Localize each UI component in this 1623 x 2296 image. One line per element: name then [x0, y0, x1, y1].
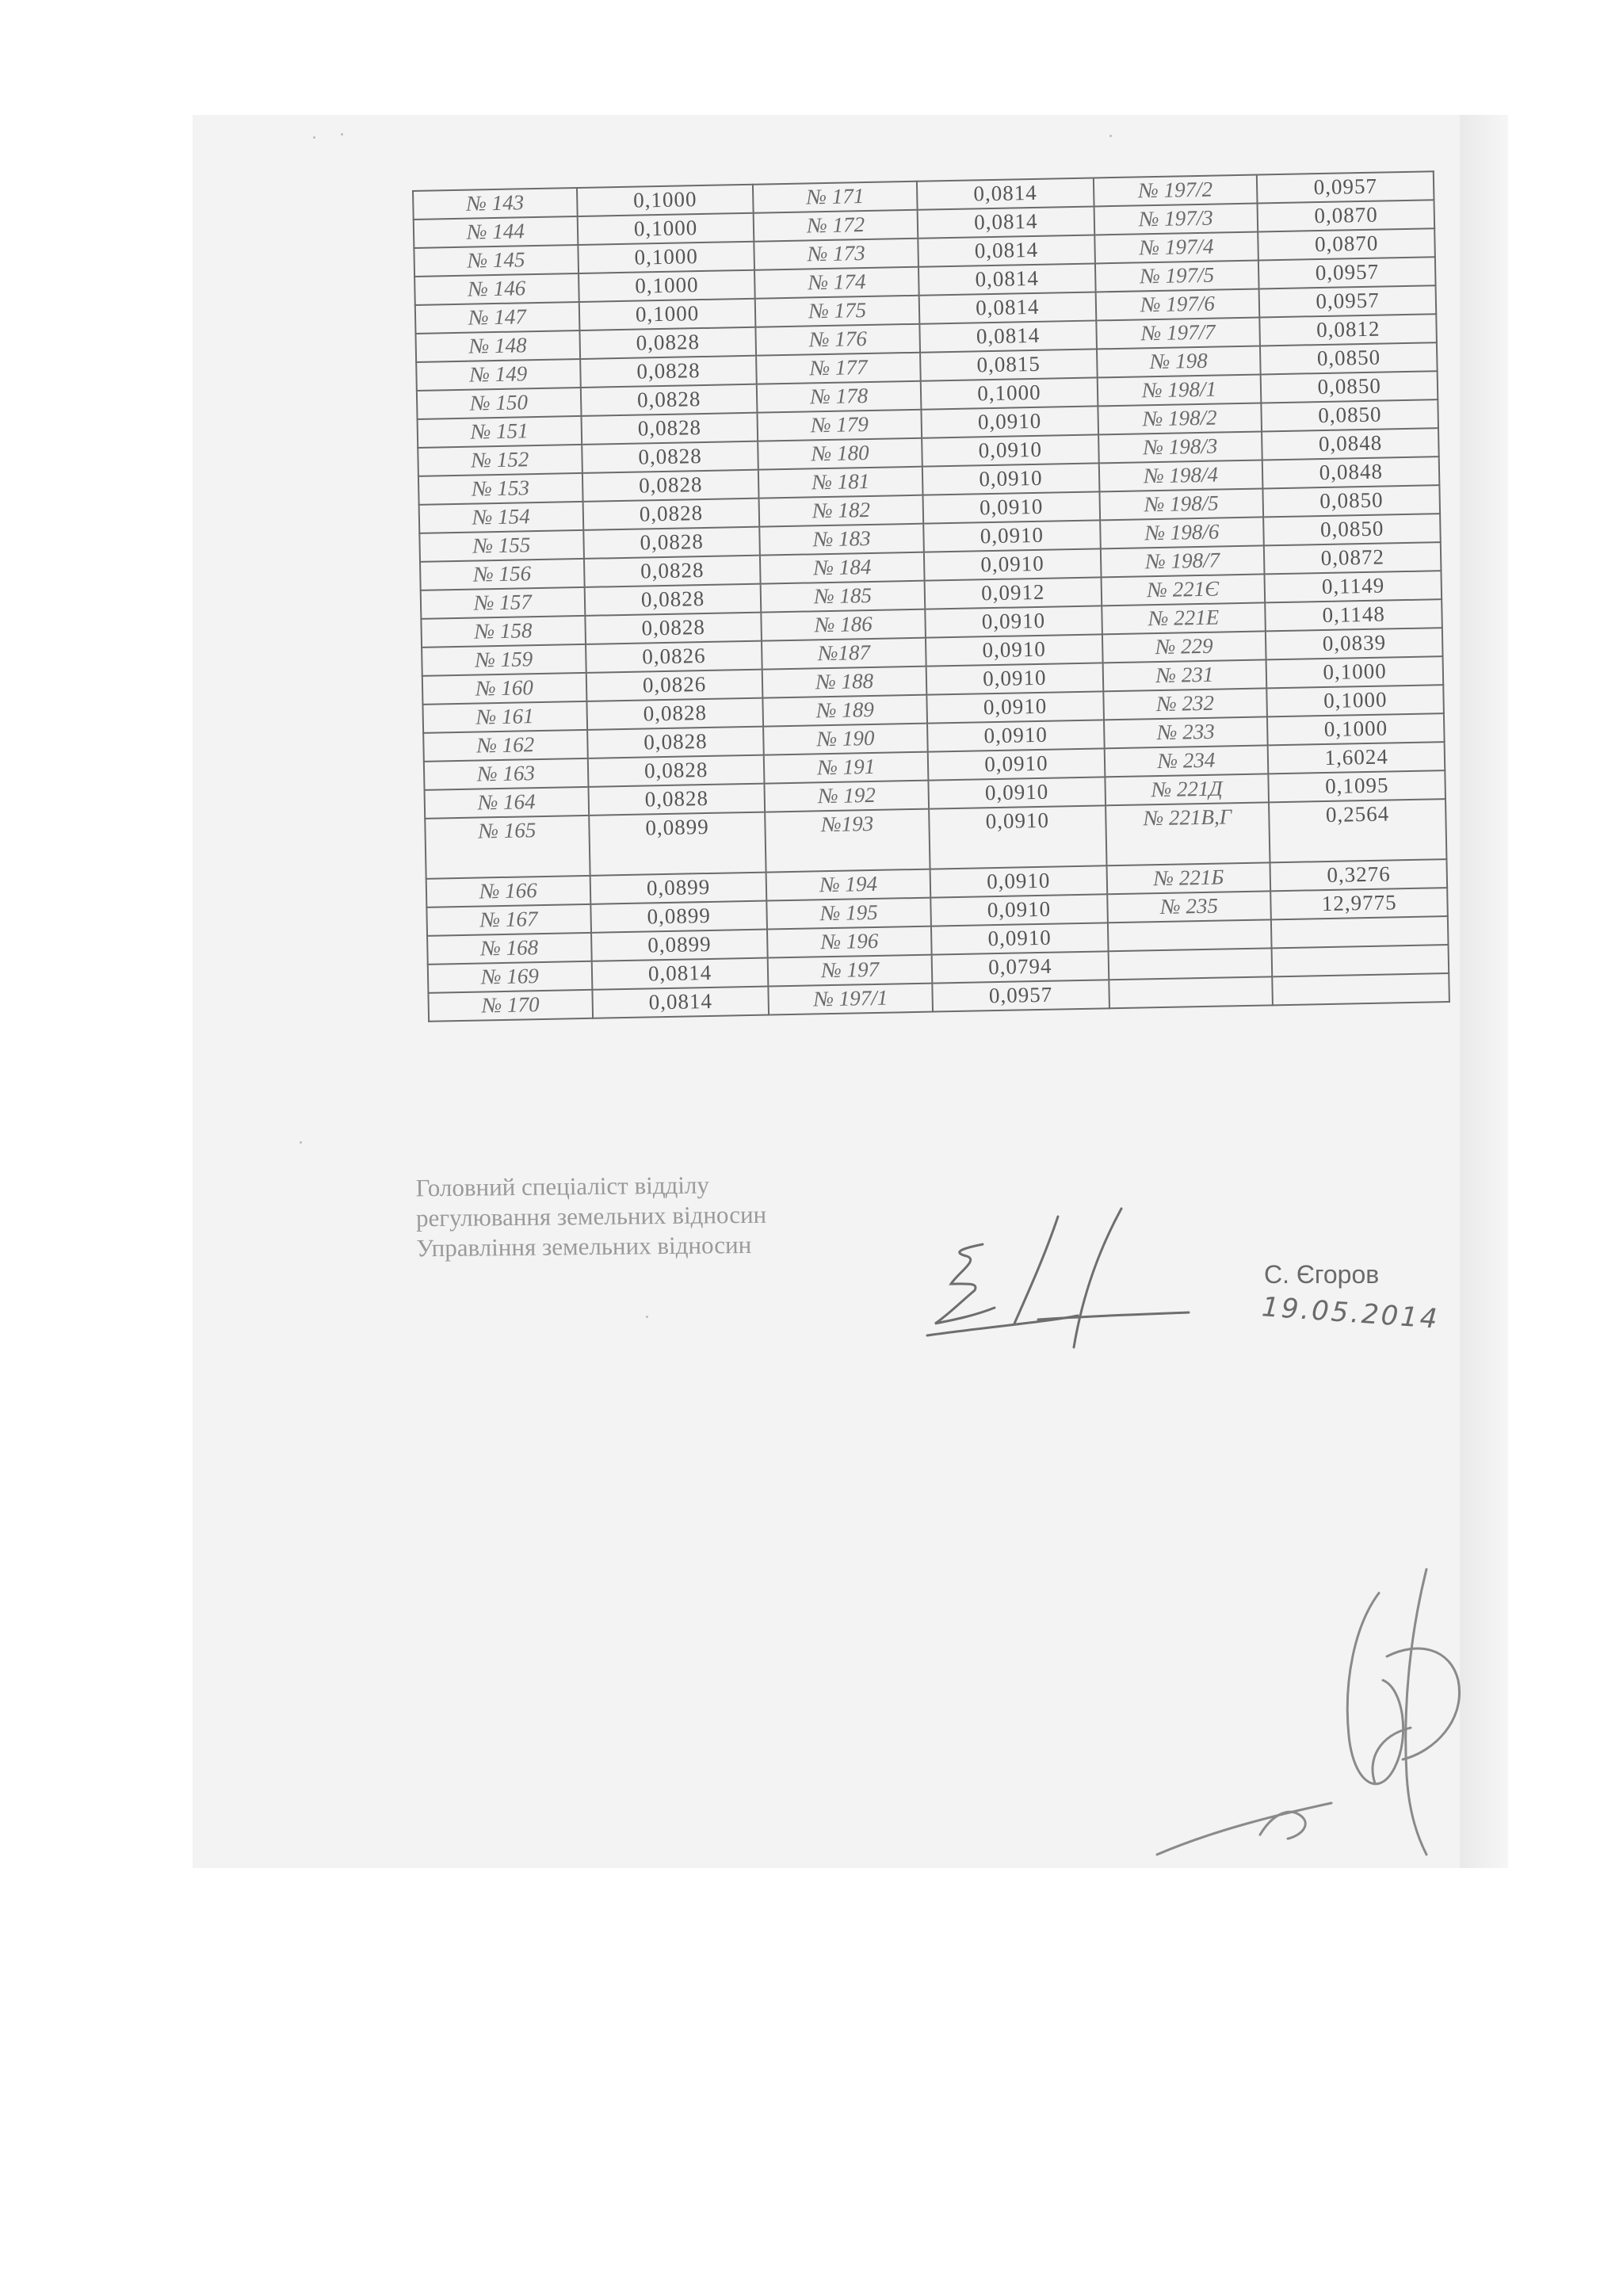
plot-area-cell: 0,0794: [932, 951, 1109, 983]
plot-area-cell: 0,0850: [1260, 342, 1437, 374]
plot-area-cell: 0,0957: [1259, 285, 1436, 317]
plot-area-cell: [1271, 916, 1448, 948]
plot-number-cell: № 221Б: [1106, 862, 1271, 894]
plot-number-cell: № 195: [767, 898, 932, 930]
scan-speck: [300, 1141, 302, 1144]
plot-area-cell: 0,0910: [923, 491, 1100, 523]
plot-area-cell: 0,1000: [1267, 713, 1444, 745]
plot-number-cell: № 171: [753, 181, 918, 213]
plot-area-cell: 0,0910: [923, 520, 1100, 552]
plot-number-cell: № 196: [767, 926, 932, 958]
plot-area-cell: 0,0828: [579, 327, 756, 359]
plot-area-cell: 0,0812: [1260, 314, 1437, 346]
plot-area-cell: 0,0957: [933, 980, 1109, 1011]
plot-number-cell: № 221Е: [1102, 602, 1266, 634]
plot-area-cell: 0,0828: [583, 527, 760, 559]
plot-area-cell: 0,0899: [589, 812, 766, 876]
plot-area-cell: [1273, 973, 1449, 1005]
plot-area-cell: [1272, 945, 1449, 976]
plot-number-cell: № 194: [766, 869, 931, 901]
plot-number-cell: №193: [765, 809, 930, 873]
plot-area-cell: 0,1000: [921, 377, 1098, 409]
official-position: [415, 1170, 766, 1264]
plot-number-cell: № 169: [428, 961, 593, 993]
plot-area-cell: 0,0870: [1258, 228, 1435, 260]
plot-number-cell: № 176: [756, 324, 921, 356]
plot-number-cell: № 155: [419, 530, 584, 562]
plot-number-cell: № 233: [1104, 716, 1269, 748]
plot-number-cell: № 231: [1102, 659, 1267, 691]
plot-area-cell: 0,1095: [1269, 770, 1445, 802]
plot-area-cell: 0,1000: [579, 299, 756, 330]
plot-area-cell: 0,0828: [582, 470, 759, 502]
plot-number-cell: № 173: [754, 239, 919, 270]
plot-number-cell: № 146: [414, 273, 579, 305]
plot-area-cell: 0,0848: [1262, 428, 1439, 460]
plot-number-cell: № 192: [765, 781, 930, 812]
plot-number-cell: № 143: [413, 188, 578, 220]
plot-area-cell: 0,0910: [922, 406, 1098, 437]
plot-area-cell: 0,0910: [927, 691, 1104, 723]
plot-number-cell: № 235: [1107, 891, 1272, 923]
plot-number-cell: № 154: [419, 502, 584, 533]
plot-area-cell: 0,2564: [1270, 799, 1447, 862]
plot-number-cell: № 160: [422, 673, 587, 705]
plot-number-cell: № 234: [1104, 745, 1269, 777]
plot-number-cell: № 179: [758, 410, 922, 441]
plot-area-cell: 0,0910: [930, 865, 1107, 897]
plot-area-cell: 0,0828: [587, 727, 764, 758]
plot-number-cell: № 221Є: [1101, 574, 1266, 606]
plot-area-cell: 0,0899: [590, 901, 767, 933]
plot-number-cell: № 183: [760, 524, 925, 556]
plot-number-cell: № 189: [763, 695, 928, 727]
plot-area-cell: 0,1000: [578, 242, 754, 273]
plot-area-cell: 0,0828: [586, 698, 763, 730]
plot-area-cell: 0,0850: [1262, 399, 1438, 431]
plot-number-cell: № 170: [428, 990, 593, 1022]
plot-number-cell: № 165: [425, 816, 590, 879]
plot-area-cell: 0,1148: [1266, 599, 1442, 631]
plot-area-cell: 0,0814: [592, 958, 769, 990]
plot-area-cell: 0,0910: [925, 606, 1102, 637]
plot-area-cell: 0,0872: [1264, 542, 1441, 574]
plot-area-cell: 0,0957: [1257, 171, 1434, 203]
plot-number-cell: № 190: [763, 724, 928, 755]
plot-number-cell: № 164: [425, 787, 590, 819]
plot-number-cell: [1108, 948, 1273, 980]
plot-area-cell: 0,0828: [588, 755, 765, 787]
plot-area-cell: 0,1000: [577, 185, 754, 216]
plot-number-cell: № 168: [427, 933, 592, 965]
plot-area-cell: 0,0910: [922, 434, 1098, 466]
signer-name: С. Єгоров: [1264, 1260, 1380, 1289]
scan-speck: [341, 133, 343, 136]
plot-area-cell: 0,0826: [586, 641, 762, 673]
plot-number-cell: № 152: [418, 445, 582, 476]
plot-number-cell: № 151: [418, 416, 582, 448]
plot-number-cell: № 197/4: [1094, 232, 1259, 264]
plot-number-cell: № 198/2: [1098, 403, 1262, 434]
plot-number-cell: № 198/6: [1100, 517, 1265, 548]
plot-number-cell: № 158: [421, 616, 586, 648]
scan-speck: [1109, 135, 1112, 137]
plot-number-cell: № 232: [1103, 688, 1268, 720]
plot-area-cell: 0,0899: [590, 873, 767, 904]
plot-area-cell: 0,1000: [1267, 685, 1444, 716]
plot-number-cell: № 221В,Г: [1106, 802, 1270, 865]
plot-area-cell: 0,0828: [581, 413, 758, 445]
plot-area-cell: 0,0957: [1258, 257, 1435, 288]
plot-area-cell: 0,3276: [1270, 859, 1447, 891]
land-plots-table-body: [413, 171, 1449, 1022]
plot-area-cell: 0,0814: [918, 263, 1095, 295]
plot-number-cell: № 175: [755, 296, 920, 327]
plot-area-cell: 0,0910: [930, 894, 1107, 926]
plot-number-cell: № 148: [415, 330, 580, 362]
plot-area-cell: 0,0828: [582, 499, 759, 530]
plot-area-cell: 0,0910: [931, 923, 1108, 954]
signer-date: 19.05.2014: [1260, 1291, 1441, 1335]
plot-area-cell: 0,0815: [920, 349, 1097, 380]
plot-number-cell: № 144: [414, 216, 579, 248]
plot-area-cell: 1,6024: [1268, 742, 1445, 774]
plot-area-cell: 0,0910: [927, 720, 1104, 751]
plot-area-cell: 0,0828: [585, 613, 762, 644]
plot-number-cell: № 198/3: [1098, 431, 1263, 463]
plot-number-cell: № 191: [764, 752, 929, 784]
plot-area-cell: 0,1000: [1266, 656, 1443, 688]
plot-area-cell: 0,0912: [925, 577, 1102, 609]
plot-number-cell: № 198/4: [1098, 460, 1263, 491]
plot-area-cell: 0,0910: [924, 548, 1101, 580]
plot-number-cell: № 184: [760, 552, 925, 584]
plot-number-cell: № 182: [759, 495, 924, 527]
plot-area-cell: 0,0828: [581, 384, 758, 416]
approval-signature: [1141, 1561, 1474, 1862]
plot-number-cell: № 147: [415, 302, 580, 334]
plot-number-cell: № 145: [414, 245, 579, 277]
plot-area-cell: 0,0814: [920, 320, 1097, 352]
plot-number-cell: № 177: [756, 353, 921, 384]
plot-area-cell: 0,0899: [591, 930, 768, 961]
plot-area-cell: 0,0814: [917, 178, 1094, 209]
plot-number-cell: № 150: [417, 388, 582, 419]
plot-area-cell: 0,0848: [1262, 457, 1439, 488]
plot-area-cell: 0,0910: [929, 805, 1106, 869]
plot-area-cell: 0,0910: [929, 777, 1106, 808]
plot-area-cell: 0,0828: [580, 356, 757, 388]
position-line-2: регулювання земельних відносин: [415, 1200, 767, 1232]
plot-number-cell: № 172: [754, 210, 918, 242]
plot-area-cell: 0,0910: [928, 748, 1105, 780]
plot-number-cell: № 166: [426, 876, 591, 907]
plot-area-cell: 0,0839: [1266, 628, 1442, 659]
plot-area-cell: 0,0814: [918, 206, 1094, 238]
plot-number-cell: № 198/5: [1099, 488, 1264, 520]
plot-number-cell: № 221Д: [1105, 774, 1270, 805]
plot-number-cell: № 197: [768, 955, 933, 987]
plot-number-cell: № 229: [1102, 631, 1267, 663]
plot-area-cell: 0,0828: [585, 584, 762, 616]
plot-number-cell: № 178: [757, 381, 922, 413]
plot-area-cell: 0,0910: [926, 634, 1102, 666]
plot-area-cell: 0,0910: [926, 663, 1103, 694]
plot-number-cell: № 197/1: [769, 984, 934, 1015]
handwritten-signature: [919, 1197, 1205, 1355]
plot-number-cell: № 197/6: [1095, 288, 1260, 320]
plot-area-cell: 0,0814: [918, 235, 1094, 266]
plot-area-cell: 0,1000: [579, 270, 755, 302]
plot-area-cell: 0,0828: [582, 441, 758, 473]
plot-number-cell: № 157: [421, 587, 586, 619]
plot-area-cell: 0,0850: [1264, 514, 1441, 545]
plot-area-cell: 0,0814: [592, 987, 769, 1018]
scan-speck: [313, 136, 315, 139]
plot-number-cell: № 162: [423, 730, 588, 762]
plot-number-cell: № 197/2: [1093, 175, 1258, 207]
plot-number-cell: [1108, 919, 1273, 951]
plot-area-cell: 0,0826: [586, 670, 763, 701]
plot-number-cell: № 188: [762, 667, 927, 698]
plot-number-cell: № 181: [758, 467, 923, 499]
position-line-1: Головний спеціаліст відділу: [415, 1171, 710, 1202]
plot-number-cell: № 186: [762, 609, 926, 641]
plot-number-cell: № 159: [422, 644, 586, 676]
plot-number-cell: № 163: [424, 758, 589, 790]
plot-area-cell: 0,0828: [584, 556, 761, 587]
plot-area-cell: 0,1000: [578, 213, 754, 245]
plot-number-cell: № 185: [761, 581, 926, 613]
plot-area-cell: 0,0850: [1261, 371, 1438, 403]
plot-number-cell: [1109, 976, 1274, 1008]
plot-number-cell: № 197/5: [1095, 261, 1260, 292]
plot-number-cell: № 180: [758, 438, 922, 470]
plot-number-cell: № 197/7: [1096, 317, 1261, 349]
plot-number-cell: № 149: [416, 359, 581, 391]
plot-area-cell: 0,0910: [922, 463, 1099, 495]
plot-number-cell: № 161: [422, 701, 587, 733]
plot-area-cell: 0,0850: [1263, 485, 1440, 517]
plot-area-cell: 12,9775: [1271, 888, 1448, 919]
plot-area-cell: 0,0828: [588, 784, 765, 816]
plot-number-cell: № 167: [426, 904, 591, 936]
plot-area-cell: 0,0814: [919, 292, 1096, 323]
plot-number-cell: №187: [762, 638, 926, 670]
plot-number-cell: № 198/7: [1100, 545, 1265, 577]
plot-number-cell: № 153: [418, 473, 583, 505]
plot-number-cell: № 156: [420, 559, 585, 590]
plot-area-cell: 0,0870: [1258, 200, 1434, 231]
scan-speck: [646, 1316, 648, 1318]
land-plots-table: [412, 170, 1450, 1022]
plot-number-cell: № 198: [1097, 346, 1262, 377]
plot-number-cell: № 198/1: [1097, 374, 1262, 406]
plot-number-cell: № 197/3: [1094, 204, 1258, 235]
plot-area-cell: 0,1149: [1265, 571, 1442, 602]
position-line-3: Управління земельних відносин: [416, 1230, 752, 1263]
plot-number-cell: № 174: [754, 267, 919, 299]
